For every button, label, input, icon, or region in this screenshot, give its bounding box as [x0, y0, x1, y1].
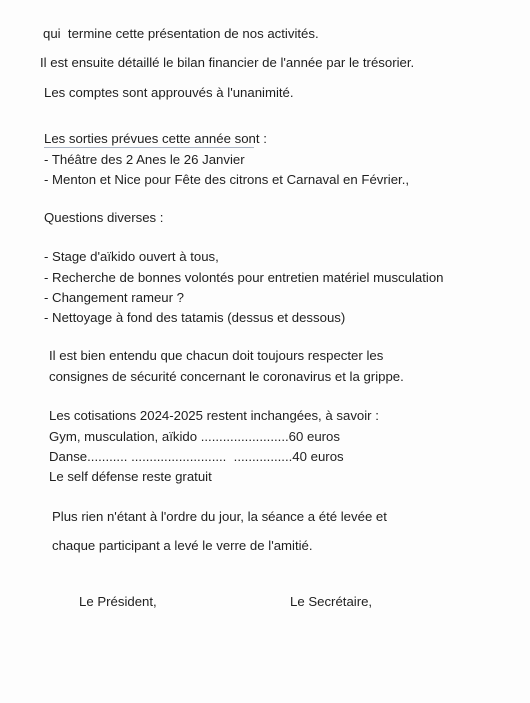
heading-rule [44, 147, 254, 148]
questions-item-2: - Recherche de bonnes volontés pour entretien matériel musculation [44, 270, 444, 285]
sorties-heading: Les sorties prévues cette année sont : [44, 131, 267, 146]
intro-line-2: Il est ensuite détaillé le bilan financier de l'année par le trésorier. [40, 55, 415, 70]
questions-heading: Questions diverses : [44, 210, 164, 225]
intro-line-1: qui termine cette présentation de nos activités. [43, 26, 319, 41]
safety-line-1: Il est bien entendu que chacun doit toujours respecter les [49, 348, 384, 363]
sorties-item-1: - Théâtre des 2 Anes le 26 Janvier [44, 152, 245, 167]
questions-item-1: - Stage d'aïkido ouvert à tous, [44, 249, 219, 264]
closing-line-2: chaque participant a levé le verre de l'amitié. [52, 538, 313, 553]
cotisations-line-3: Le self défense reste gratuit [49, 469, 212, 484]
cotisations-line-1: Gym, musculation, aïkido ........................60 euros [49, 429, 340, 444]
safety-line-2: consignes de sécurité concernant le coronavirus et la grippe. [49, 369, 404, 384]
intro-line-3: Les comptes sont approuvés à l'unanimité. [44, 85, 294, 100]
questions-item-3: - Changement rameur ? [44, 290, 185, 305]
cotisations-heading: Les cotisations 2024-2025 restent inchangées, à savoir : [49, 408, 379, 423]
signature-secretary: Le Secrétaire, [290, 594, 373, 609]
questions-item-4: - Nettoyage à fond des tatamis (dessus et dessous) [44, 310, 346, 325]
sorties-item-2: - Menton et Nice pour Fête des citrons et Carnaval en Février., [44, 172, 410, 187]
closing-line-1: Plus rien n'étant à l'ordre du jour, la séance a été levée et [52, 509, 387, 524]
signature-president: Le Président, [79, 594, 157, 609]
cotisations-line-2: Danse........... .......................... ................40 euros [49, 449, 344, 464]
